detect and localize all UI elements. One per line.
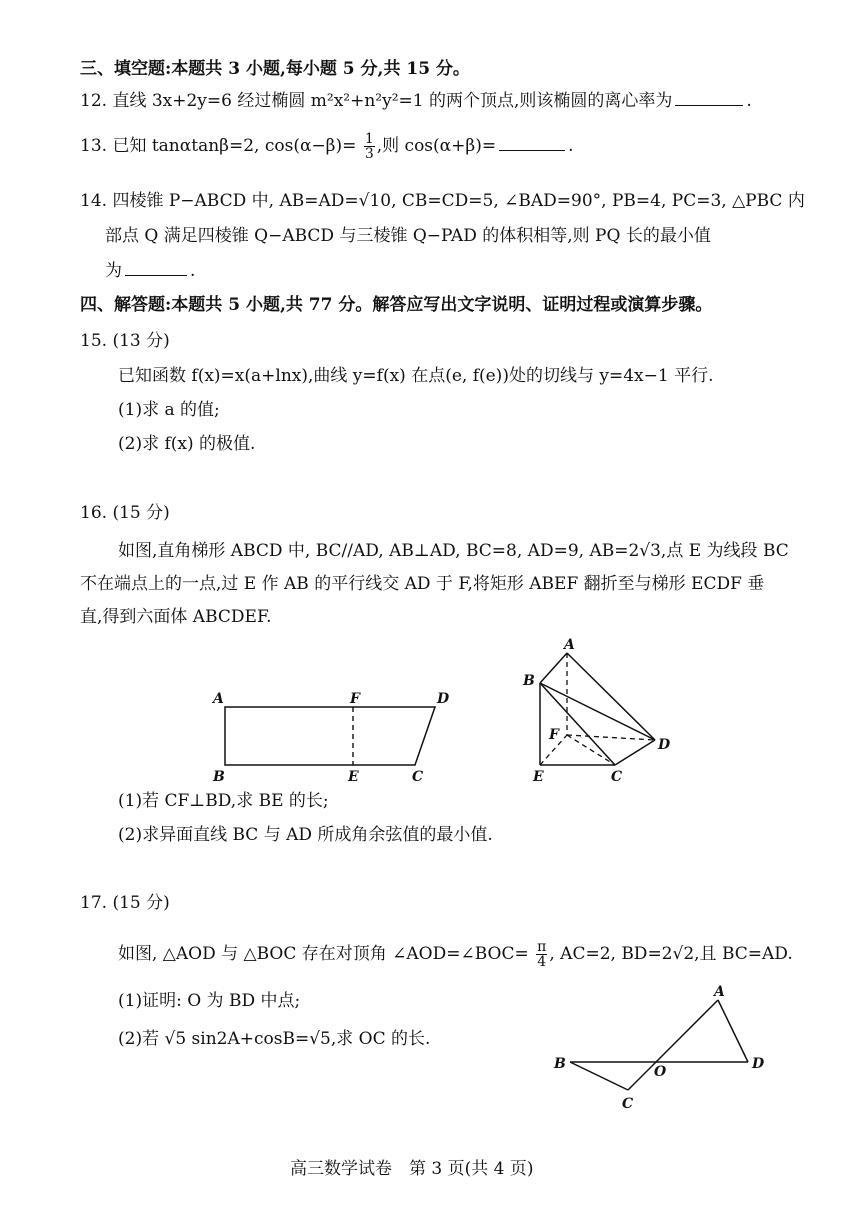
fig1-label-d: D — [437, 691, 450, 707]
question-16-number: 16. (15 分) — [80, 503, 170, 523]
fig2-label-f: F — [549, 727, 559, 743]
trapezoid-figure — [205, 685, 465, 785]
fig1-label-b: B — [213, 769, 225, 785]
answer-blank-12 — [675, 104, 743, 106]
question-13: 13. 已知 tanαtanβ=2, cos(α−β)= $\frac{1}{3}$ ,则 cos(α+β)= . — [80, 131, 574, 162]
section3-header: 三、填空题:本题共 3 小题,每小题 5 分,共 15 分。 — [80, 59, 470, 79]
question-15-stem: 已知函数 f(x)=x(a+lnx),曲线 y=f(x) 在点(e, f(e))处的切线与 y=4x−1 平行. — [118, 366, 714, 386]
fraction-numerator: 1 — [364, 131, 374, 147]
question-15-part1: (1)求 a 的值; — [118, 400, 220, 420]
question-13-text-a: 13. 已知 tanαtanβ=2, cos(α−β)= — [80, 136, 357, 156]
question-17-stem — [118, 940, 793, 969]
fraction-denominator: 3 — [364, 146, 374, 162]
edge-fd-hidden — [567, 735, 655, 740]
fig1-label-f: F — [350, 691, 360, 707]
question-16-part2: (2)求异面直线 BC 与 AD 所成角余弦值的最小值. — [118, 825, 493, 845]
fig2-label-b: B — [523, 673, 535, 689]
segment-bc — [570, 1062, 628, 1090]
fig1-label-c: C — [412, 769, 424, 785]
question-14-line2: 部点 Q 满足四棱锥 Q−ABCD 与三棱锥 Q−PAD 的体积相等,则 PQ 长的最小值 — [105, 226, 711, 246]
question-15-number: 15. (13 分) — [80, 331, 170, 351]
answer-blank-14 — [125, 274, 187, 276]
segment-ca — [628, 1000, 718, 1090]
fig3-label-c: C — [622, 1096, 634, 1112]
question-16-stem-line2: 不在端点上的一点,过 E 作 AB 的平行线交 AD 于 F,将矩形 ABEF 翻折至与梯形 ECDF 垂 — [80, 574, 765, 594]
fig2-label-c: C — [611, 769, 623, 785]
question-17-part2: (2)若 √5 sin2A+cosB=√5,求 OC 的长. — [118, 1029, 431, 1049]
question-14-line1: 14. 四棱锥 P−ABCD 中, AB=AD=√10, CB=CD=5, ∠BAD=90°, PB=4, PC=3, △PBC 内 — [80, 191, 805, 211]
question-12-text: 12. 直线 3x+2y=6 经过椭圆 m²x²+n²y²=1 的两个顶点,则该椭圆的离心率为 — [80, 91, 673, 111]
question-14-text: 为 — [105, 261, 122, 281]
fig2-label-e: E — [533, 769, 544, 785]
answer-blank-13 — [499, 149, 565, 151]
question-17-number: 17. (15 分) — [80, 893, 170, 913]
question-16-stem-line1: 如图,直角梯形 ABCD 中, BC//AD, AB⊥AD, BC=8, AD=9, AB=2√3,点 E 为线段 BC — [118, 541, 789, 561]
question-16-part1: (1)若 CF⊥BD,求 BE 的长; — [118, 791, 329, 811]
fig3-label-a: A — [714, 984, 725, 1000]
page-footer: 高三数学试卷 第 3 页(共 4 页) — [290, 1159, 534, 1179]
fraction-numerator: π — [537, 939, 547, 955]
segment-ad — [718, 1000, 748, 1062]
triangles-figure — [548, 980, 778, 1115]
fig2-label-a: A — [564, 637, 575, 653]
fraction-one-third — [364, 132, 375, 161]
fig1-label-a: A — [213, 691, 224, 707]
trapezoid-outline — [225, 707, 435, 765]
question-13-text-b: ,则 cos(α+β)= — [376, 136, 497, 156]
edge-ba — [540, 653, 567, 683]
fraction-denominator: 4 — [537, 954, 547, 970]
question-17-part1: (1)证明: O 为 BD 中点; — [118, 991, 301, 1011]
fig1-label-e: E — [348, 769, 359, 785]
fig3-label-o: O — [654, 1064, 667, 1080]
edge-bc — [540, 683, 615, 765]
question-15-part2: (2)求 f(x) 的极值. — [118, 434, 256, 454]
question-16-stem-line3: 直,得到六面体 ABCDEF. — [80, 607, 272, 627]
question-17-stem-a: 如图, △AOD 与 △BOC 存在对顶角 ∠AOD=∠BOC= — [118, 944, 529, 964]
question-17-stem-b: , AC=2, BD=2√2,且 BC=AD. — [549, 944, 793, 964]
fig3-label-b: B — [554, 1056, 566, 1072]
question-14-line3: 为 . — [105, 261, 196, 281]
fraction-pi-over-4 — [536, 940, 547, 969]
question-12: 12. 直线 3x+2y=6 经过椭圆 m²x²+n²y²=1 的两个顶点,则该椭圆的离心率为 . — [80, 91, 752, 111]
fig3-label-d: D — [752, 1056, 765, 1072]
edge-cd — [615, 740, 655, 765]
fig2-label-d: D — [658, 737, 671, 753]
section4-header: 四、解答题:本题共 5 小题,共 77 分。解答应写出文字说明、证明过程或演算步骤。 — [80, 295, 713, 315]
hexahedron-figure — [515, 635, 680, 785]
